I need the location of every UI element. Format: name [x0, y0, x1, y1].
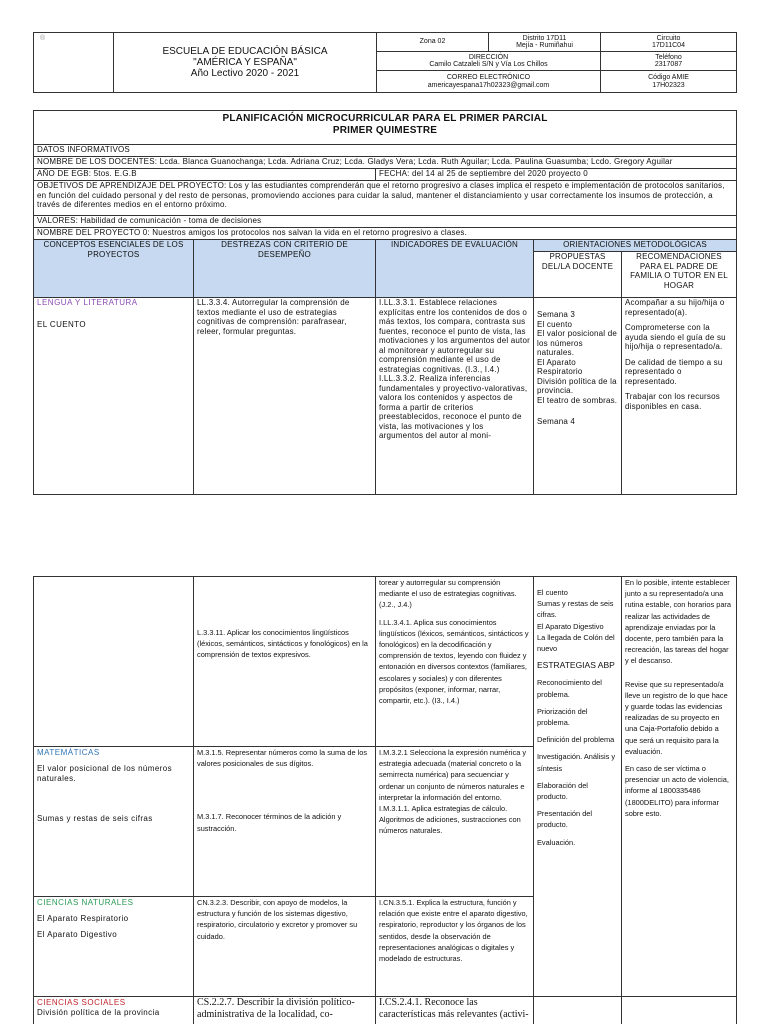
school-header	[33, 32, 737, 93]
fecha: FECHA: del 14 al 25 de septiembre del 2020 proyecto 0	[376, 169, 737, 181]
recomendacion-item: Revise que su representado/a lleve un registro de lo que hace y guarde todas las evidencias realizadas de su proyecto en una Caja-Portafolio debido a que será un requisito para la evaluación.	[625, 679, 728, 756]
plan-title	[34, 111, 737, 145]
circuito-cell	[601, 33, 737, 52]
telefono-cell	[601, 52, 737, 71]
subject-ciencias-sociales: CIENCIAS SOCIALES	[37, 998, 126, 1007]
planning-table-page1	[33, 110, 737, 495]
col-header-recomendaciones: RECOMENDACIONES PARA EL PADRE DE FAMILIA O TUTOR EN EL HOGAR	[622, 252, 737, 298]
paso-item: Priorización del problema.	[537, 706, 588, 728]
distrito-place: Mejía - Rumiñahui	[516, 42, 573, 50]
propuesta-item: El Aparato Digestivo	[537, 621, 604, 631]
distrito-text: Distrito 17D11	[522, 34, 567, 42]
recomendacion-item: Acompañar a su hijo/hija o representado(a).	[625, 298, 725, 317]
propuesta-item: El Aparato Respiratorio	[537, 357, 583, 376]
indicador-text: I.LL.3.3.1. Establece relaciones explícitas entre los contenidos de dos o más textos, los compara, contrasta sus fuentes, reconoce el punto de vista, las motivaciones y los argumentos del autor al monitorear y autorregular su comprensión mediante el uso de estrategias cognitivas. (I.3., I.4.) I.LL.3.3.2. Realiza inferencias fundamentales y proyectivo-valorativas, valora los contenidos y aspectos de forma a partir de criterios preestablecidos, reconoce el punto de vista, las motivaciones y los argumentos del autor al moni-	[379, 298, 530, 440]
indicador-2-text: I.LL.3.4.1. Aplica sus conocimientos lingüísticos (léxicos, semánticos, sintácticos y fonológicos) en la decodificación y comprensión de textos, leyendo con fluidez y entonación en diversos contextos (familiares, escolares y sociales) y con diferentes propósitos (exponer, informar, narrar, compartir, etc.). (I3., I.4.)	[379, 617, 529, 706]
amie-label: Código AMIE	[648, 74, 689, 82]
concept-cell-empty	[34, 577, 194, 747]
col-header-destrezas: DESTREZAS CON CRITERIO DE DESEMPEÑO	[194, 240, 376, 298]
subject-lengua: LENGUA Y LITERATURA	[37, 298, 138, 307]
propuestas-cell-cs	[534, 997, 622, 1024]
indicador-cell-lengua-2	[376, 577, 534, 747]
recomendaciones-cell	[622, 298, 737, 495]
planning-table-page2	[33, 576, 737, 1024]
indicador-cs-text: I.CS.2.4.1. Reconoce las características más relevantes (activi-	[379, 997, 529, 1020]
semana-4: Semana 4	[537, 417, 576, 426]
propuesta-item: Semana 3	[537, 310, 576, 319]
destreza-cn-text: CN.3.2.3. Describir, con apoyo de modelos, la estructura y función de los sistemas digestivo, respiratorio, circulatorio y excretor y promover su cuidado.	[197, 898, 358, 941]
correo-cell	[377, 71, 601, 93]
subject-ciencias-naturales: CIENCIAS NATURALES	[37, 898, 134, 907]
recomendacion-item: De calidad de tiempo a su representado o representado.	[625, 357, 723, 386]
concept-aparato-respiratorio: El Aparato Respiratorio	[37, 914, 129, 924]
school-subname: "AMÉRICA Y ESPAÑA"	[193, 57, 297, 68]
destreza-text: LL.3.3.4. Autorregular la comprensión de textos mediante el uso de estrategias cognitivas de comprensión: parafrasear, releer, formular preguntas.	[197, 298, 350, 336]
destreza-mate-1: M.3.1.5. Representar números como la suma de los valores posicionales de sus dígitos.	[197, 748, 368, 769]
concept-aparato-digestivo: El Aparato Digestivo	[37, 930, 118, 940]
propuesta-item: División política de la provincia.	[537, 376, 617, 395]
indicador-cell-cn	[376, 897, 534, 997]
destreza-cell-lengua-2	[194, 577, 376, 747]
col-header-orientaciones: ORIENTACIONES METODOLÓGICAS	[534, 240, 737, 252]
paso-item: Investigación. Análisis y síntesis	[537, 752, 616, 773]
valores-row: VALORES: Habilidad de comunicación - toma de decisiones	[34, 215, 737, 227]
telefono-label: Teléfono	[655, 53, 682, 61]
destreza-cell-cn	[194, 897, 376, 997]
correo-label: CORREO ELECTRÓNICO	[446, 74, 531, 82]
amie-cell	[601, 71, 737, 93]
recomendacion-item: En caso de ser víctima o presenciar un acto de violencia, informe al 1800335486 (1800DELITO) para informar sobre esto.	[625, 764, 729, 818]
indicador-cell-cs	[376, 997, 534, 1024]
zona-cell	[377, 33, 489, 52]
circuito-code: 17D11C04	[652, 42, 685, 50]
recomendaciones-cell-cs	[622, 997, 737, 1024]
docentes-row: NOMBRE DE LOS DOCENTES: Lcda. Blanca Guanochanga; Lcda. Adriana Cruz; Lcda. Gladys Vera; Lcda. Ruth Aguilar; Lcda. Paulina Guasumba; Lcdo. Gregory Aguilar	[34, 157, 737, 169]
concept-cell-cs	[34, 997, 194, 1024]
col-header-propuestas: PROPUESTAS DEL/LA DOCENTE	[534, 252, 622, 298]
propuesta-item: El teatro de sombras.	[537, 395, 618, 405]
anio-egb: AÑO DE EGB: 5tos. E.G.B	[34, 169, 376, 181]
destreza-cell-cs	[194, 997, 376, 1024]
destreza-2-text: L.3.3.11. Aplicar los conocimientos lingüísticos (léxicos, semánticos, sintácticos y fonológicos) en la comprensión de textos expresivos.	[197, 628, 368, 660]
indicador-cell-mate	[376, 747, 534, 897]
concept-el-cuento: EL CUENTO	[37, 319, 86, 329]
proyecto-name-row: NOMBRE DEL PROYECTO 0: Nuestros amigos los protocolos nos salvan la vida en el retorno progresivo a clases.	[34, 228, 737, 240]
propuestas-cell	[534, 298, 622, 495]
circuito-label: Circuito	[656, 34, 681, 42]
concept-sumas-restas: Sumas y restas de seis cifras	[37, 814, 153, 824]
school-year: Año Lectivo 2020 - 2021	[190, 68, 300, 79]
col-header-conceptos: CONCEPTOS ESENCIALES DE LOS PROYECTOS	[34, 240, 194, 298]
concept-cell-lengua	[34, 298, 194, 495]
concept-valor-posicional: El valor posicional de los números naturales.	[37, 764, 172, 784]
recomendacion-item: En lo posible, intente establecer junto a su representado/a una rutina estable, con horarios para realizar las actividades de aprendizaje enviadas por la docente, pero también para la recreación, las tareas del hogar y el descanso.	[625, 578, 731, 666]
subject-matematicas: MATEMÁTICAS	[37, 748, 100, 757]
paso-item: Evaluación.	[537, 837, 576, 847]
concept-division-politica: División política de la provincia	[37, 1008, 160, 1018]
indicador-mate-text: I.M.3.2.1 Selecciona la expresión numérica y estrategia adecuada (material concreto o la semirrecta numérica) para secuenciar y ordenar un conjunto de números naturales e interpretar la información del entorno. I.M.3.1.1. Aplica estrategias de cálculo. Algoritmos de adiciones, sustracciones con números naturales.	[379, 748, 527, 836]
concept-cell-cn	[34, 897, 194, 997]
indicador-cell-lengua	[376, 298, 534, 495]
correo-value: americayespana17h02323@gmail.com	[427, 81, 550, 89]
school-info	[114, 33, 377, 93]
recomendacion-item: Trabajar con los recursos disponibles en casa.	[625, 392, 720, 411]
school-logo	[34, 33, 114, 93]
paso-item: Definición del problema	[537, 735, 615, 745]
indicador-cn-text: I.CN.3.5.1. Explica la estructura, función y relación que existe entre el aparato digestivo, respiratorio, reproductor y los órganos de los sentidos, desde la observación de representaciones analógicas o digitales y modelado de estructuras.	[379, 898, 528, 964]
propuesta-item: Sumas y restas de seis cifras.	[537, 599, 614, 620]
logo-mark: ®	[40, 35, 46, 42]
destreza-mate-2: M.3.1.7. Reconocer términos de la adición y sustracción.	[197, 812, 342, 833]
zona-text: Zona 02	[419, 38, 446, 46]
paso-item: Elaboración del producto.	[537, 780, 588, 802]
school-name: ESCUELA DE EDUCACIÓN BÁSICA	[162, 46, 328, 57]
direccion-value: Camilo Catzaleli S/N y Vía Los Chillos	[429, 61, 548, 69]
direccion-label: DIRECCIÓN	[468, 53, 509, 61]
propuesta-item: La llegada de Colón del nuevo	[537, 632, 615, 654]
destreza-cs-text: CS.2.2.7. Describir la división político-administrativa de la localidad, co-	[197, 997, 355, 1020]
plan-title-line2: PRIMER QUIMESTRE	[332, 125, 438, 136]
destreza-cell-mate	[194, 747, 376, 897]
indicador-cont-text: torear y autorregular su comprensión mediante el uso de estrategias cognitivas. (J.2., J.4.)	[379, 578, 517, 610]
plan-title-line1: PLANIFICACIÓN MICROCURRICULAR PARA EL PRIMER PARCIAL	[222, 113, 548, 124]
estrategias-abp: ESTRATEGIAS ABP	[537, 660, 615, 671]
concept-cell-mate	[34, 747, 194, 897]
datos-informativos: DATOS INFORMATIVOS	[34, 144, 737, 156]
distrito-cell	[489, 33, 601, 52]
paso-item: Reconocimiento del problema.	[537, 678, 602, 699]
amie-value: 17H02323	[652, 81, 685, 89]
objetivos-row: OBJETIVOS DE APRENDIZAJE DEL PROYECTO: Los y las estudiantes comprenderán que el retorno progresivo a clases implica el respeto e implementación de protocolos sanitarios, en función del cuidado personal y del resto de personas, promoviendo acciones para cuidar la salud, mantener el distanciamiento y usar correctamente los insumos de protección, a través de diferentes medios en el entorno próximo.	[34, 181, 737, 215]
telefono-value: 2317087	[654, 61, 683, 69]
propuestas-cell-2	[534, 577, 622, 997]
paso-item: Presentación del producto.	[537, 809, 593, 830]
propuesta-item: El valor posicional de los números naturales.	[537, 329, 617, 357]
destreza-cell-lengua	[194, 298, 376, 495]
col-header-indicadores: INDICADORES DE EVALUACIÓN	[376, 240, 534, 298]
recomendacion-item: Comprometerse con la ayuda siendo el guía de su hijo/hija o representado/a.	[625, 323, 726, 351]
recomendaciones-cell-2	[622, 577, 737, 997]
direccion-cell	[377, 52, 601, 71]
propuesta-item: El cuento	[537, 588, 568, 597]
propuesta-item: El cuento	[537, 319, 573, 329]
